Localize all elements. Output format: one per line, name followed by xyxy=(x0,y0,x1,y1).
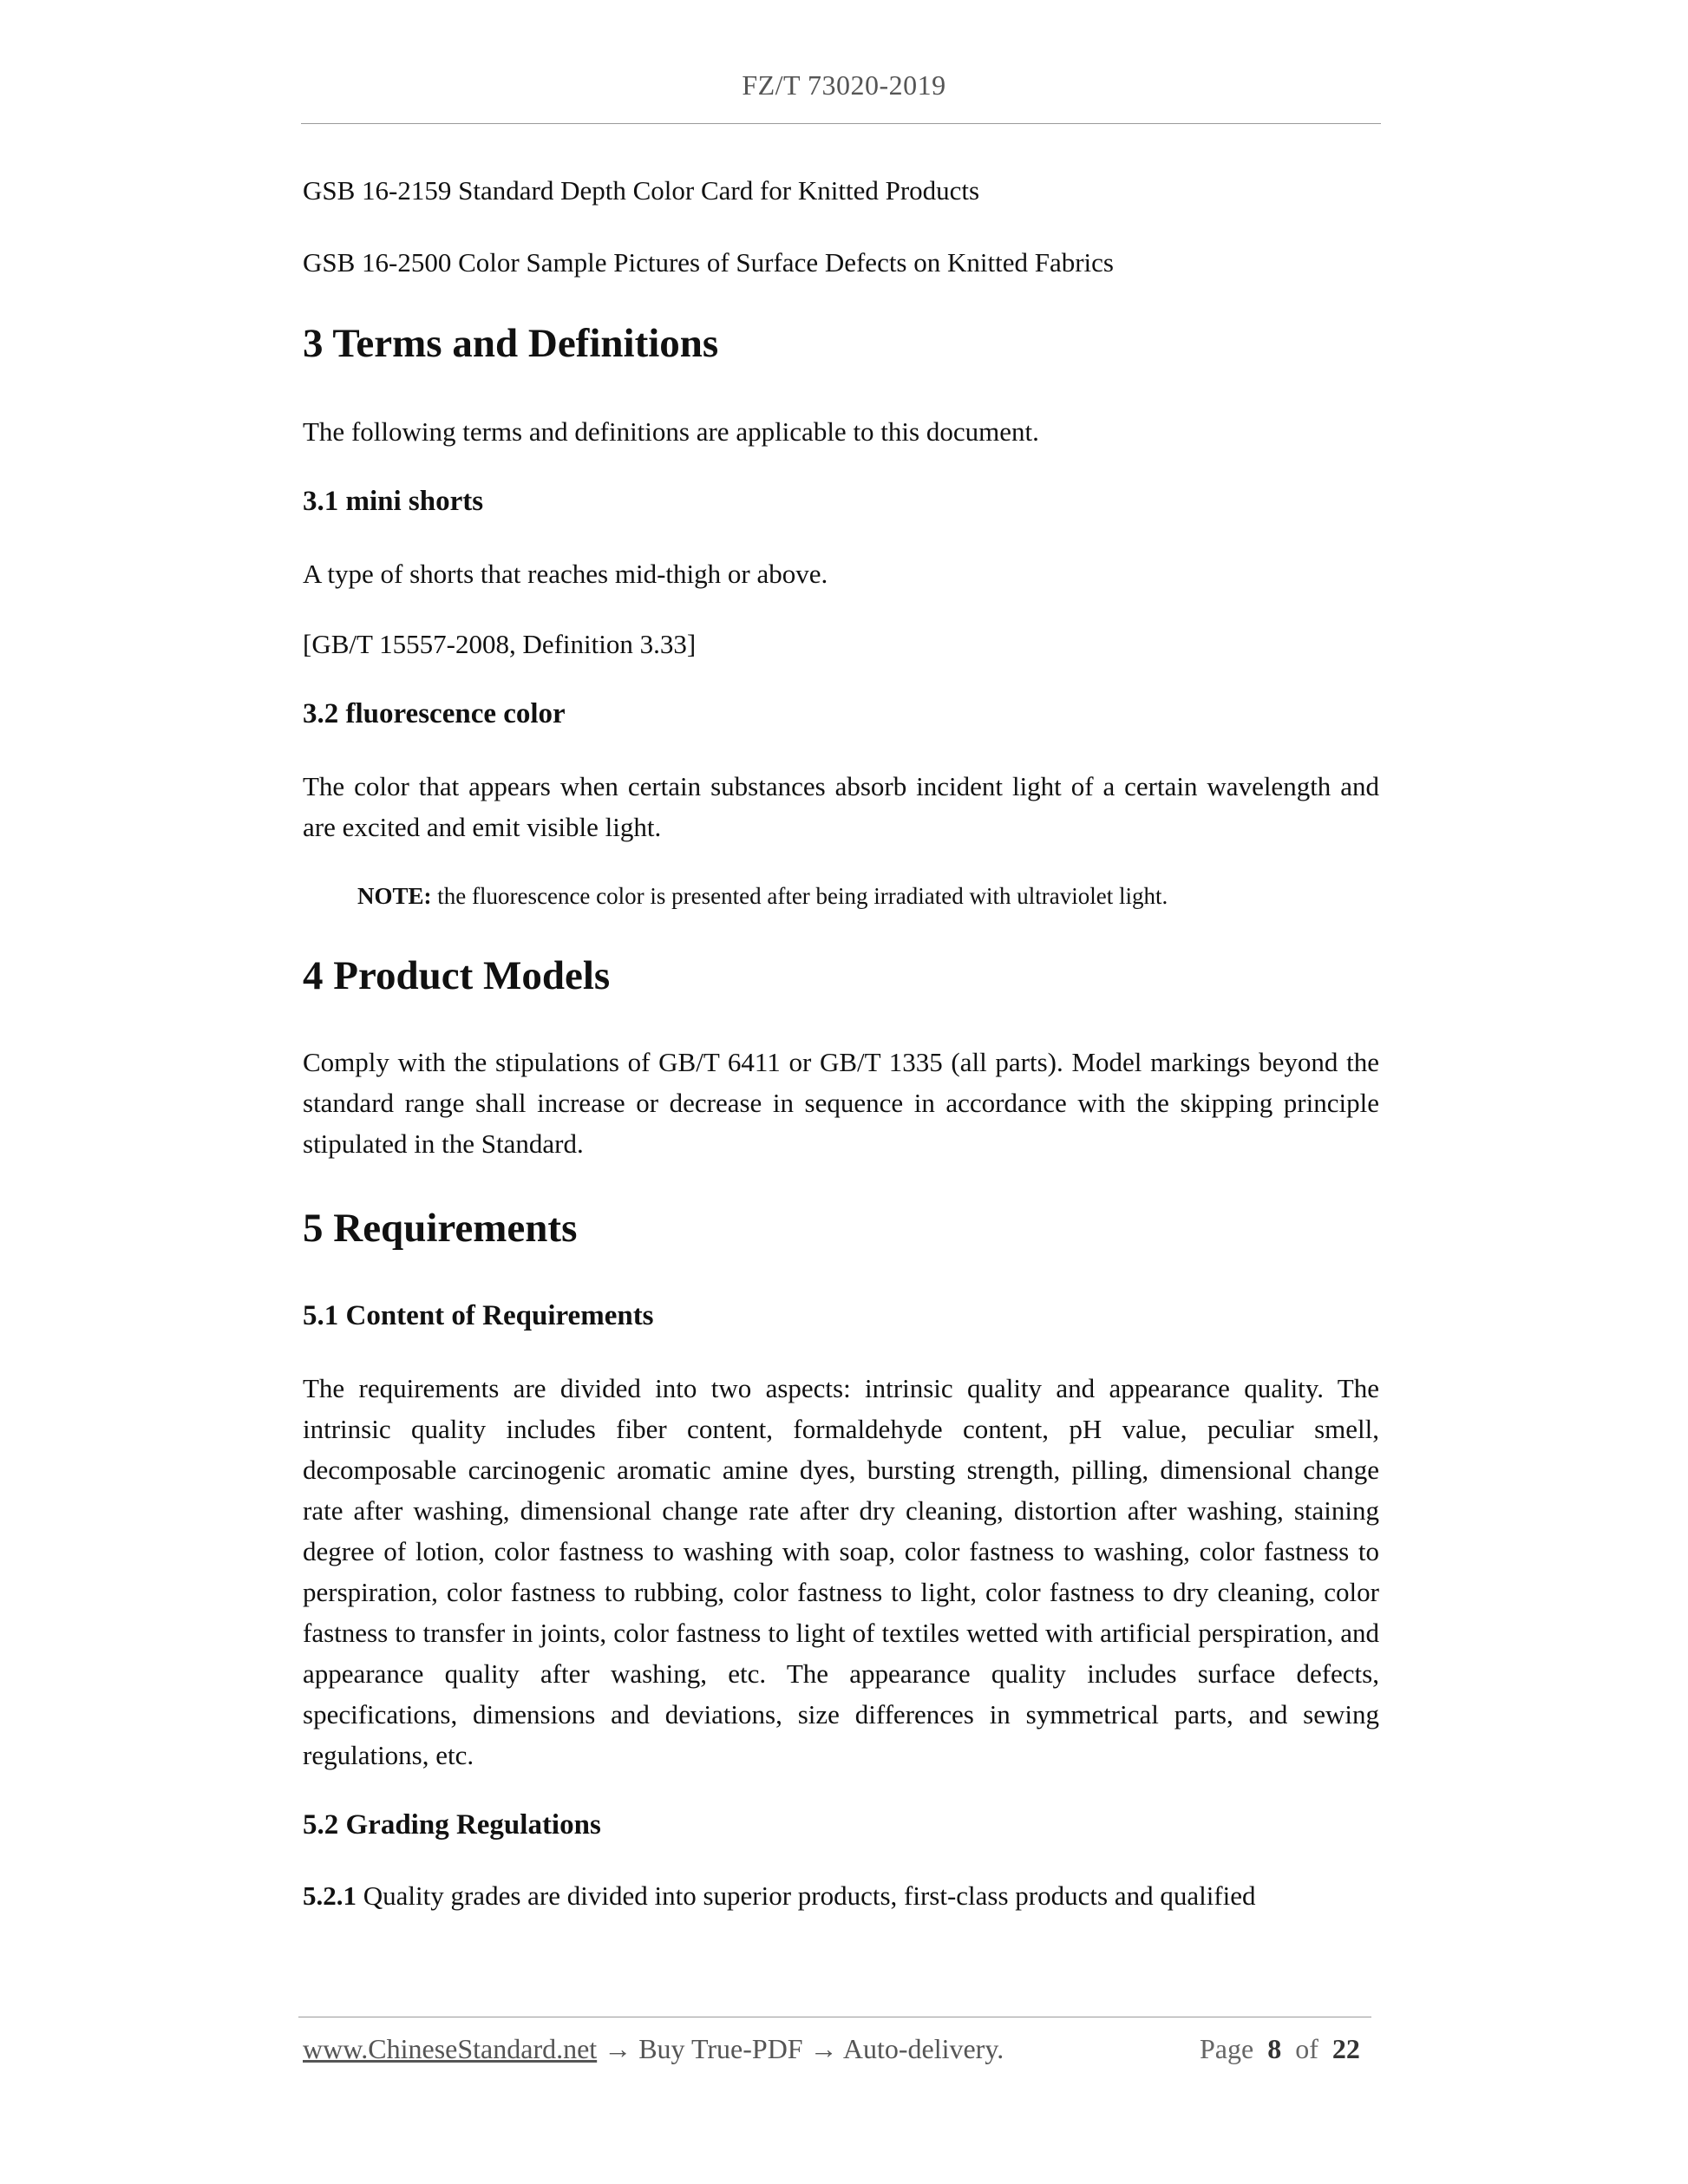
term-3-2-note xyxy=(303,879,1379,913)
total-page-count: 22 xyxy=(1331,2033,1360,2064)
chinesestandard-link[interactable]: www.ChineseStandard.net xyxy=(303,2033,598,2064)
section-5-1-body: The requirements are divided into two aspects: intrinsic quality and appearance quality. The intrinsic quality includes fiber content, formaldehyde content, pH value, peculiar smell, decomposable carcinogenic aromatic amine dyes, bursting strength, pilling, dimensional change rate after washing, dimensional change rate after dry cleaning, distortion after washing, staining degree of lotion, color fastness to washing with soap, color fastness to washing, color fastness to perspiration, color fastness to rubbing, color fastness to light, color fastness to dry cleaning, color fastness to transfer in joints, color fastness to light of textiles wetted with artificial perspiration, and appearance quality after washing, etc. The appearance quality includes surface defects, specifications, dimensions and deviations, size differences in symmetrical parts, and sewing regulations, etc. xyxy=(303,1373,1379,1770)
term-3-1-heading: 3.1 mini shorts xyxy=(303,486,484,517)
header-divider xyxy=(301,123,1381,124)
reference-gsb-16-2159: GSB 16-2159 Standard Depth Color Card for Knitted Products xyxy=(303,175,980,206)
term-3-1-definition: A type of shorts that reaches mid-thigh or above. xyxy=(303,559,828,589)
clause-5-2-1 xyxy=(303,1875,1379,1916)
note-text: the fluorescence color is presented after being irradiated with ultraviolet light. xyxy=(431,883,1168,909)
term-3-2-definition: The color that appears when certain substances absorb incident light of a certain wavelength and are excited and emit visible light. xyxy=(303,771,1379,842)
section-3-heading: 3 Terms and Definitions xyxy=(303,321,719,366)
term-3-1-source: [GB/T 15557-2008, Definition 3.33] xyxy=(303,629,697,659)
footer-promo xyxy=(303,2033,1004,2065)
document-header-code: FZ/T 73020-2019 xyxy=(742,69,946,101)
clause-text: Quality grades are divided into superior products, first-class products and qualified xyxy=(357,1880,1256,1911)
section-4-heading: 4 Product Models xyxy=(303,953,611,998)
current-page-number: 8 xyxy=(1267,2033,1282,2064)
section-5-heading: 5 Requirements xyxy=(303,1206,578,1251)
footer-promo-text: → Buy True-PDF → Auto-delivery. xyxy=(597,2033,1004,2064)
of-label: of xyxy=(1295,2033,1318,2064)
section-3-intro: The following terms and definitions are applicable to this document. xyxy=(303,416,1039,447)
reference-gsb-16-2500: GSB 16-2500 Color Sample Pictures of Surface Defects on Knitted Fabrics xyxy=(303,247,1114,278)
page-content xyxy=(303,170,1379,1916)
page-label: Page xyxy=(1200,2033,1254,2064)
section-4-body: Comply with the stipulations of GB/T 6411 or GB/T 1335 (all parts). Model markings beyond the standard range shall increase or decrease in sequence in accordance with the skipping principle stipulated in the Standard. xyxy=(303,1047,1379,1159)
note-label: NOTE: xyxy=(357,883,432,909)
section-5-2-heading: 5.2 Grading Regulations xyxy=(303,1809,601,1841)
page-indicator xyxy=(1200,2033,1360,2065)
section-5-1-heading: 5.1 Content of Requirements xyxy=(303,1300,654,1331)
clause-number: 5.2.1 xyxy=(303,1880,357,1911)
term-3-2-heading: 3.2 fluorescence color xyxy=(303,698,566,729)
